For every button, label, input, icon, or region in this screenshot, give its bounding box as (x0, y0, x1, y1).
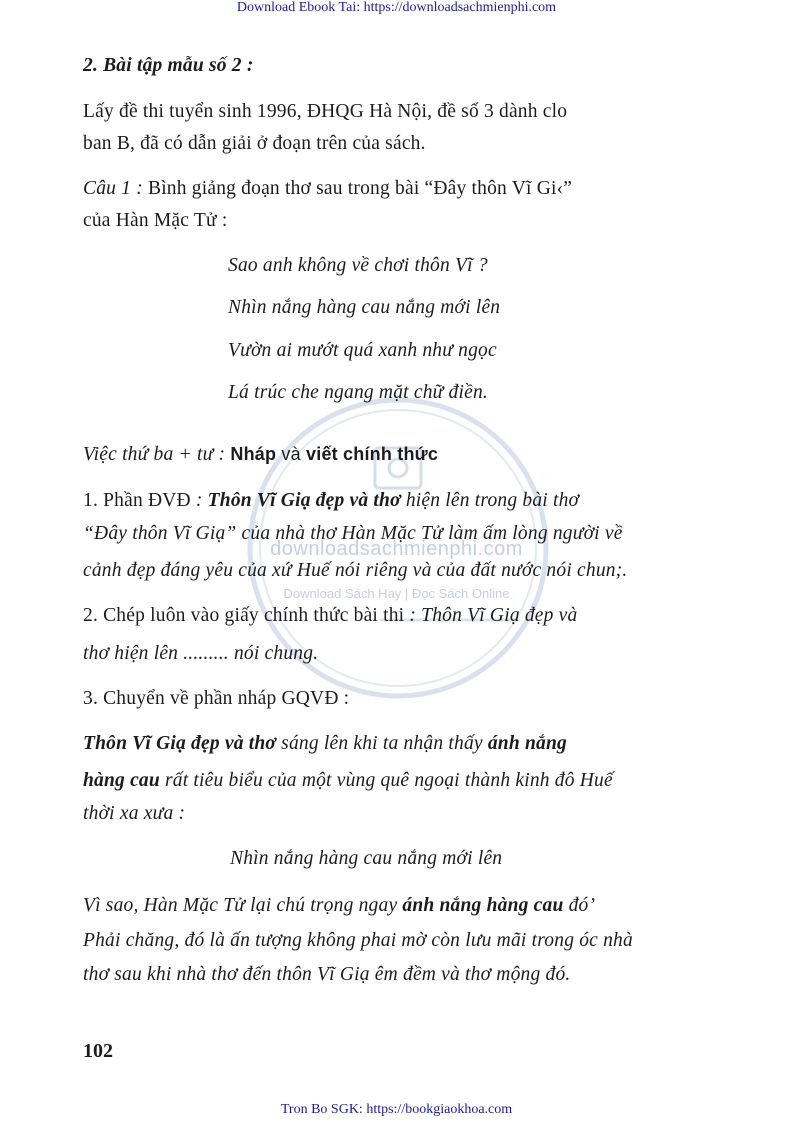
item1-line-1 (83, 490, 579, 512)
step-draft: Nháp (225, 444, 277, 464)
watermark-tagline: Download Sách Hay | Đọc Sách Online (283, 586, 510, 601)
item2-italic: : Thôn Vĩ Giạ đẹp và (404, 605, 578, 626)
poem-line-2: Nhìn nắng hàng cau nắng mới lên (228, 297, 501, 318)
step-heading (83, 444, 438, 466)
footer-link[interactable]: Tron Bo SGK: https://bookgiaokhoa.com (280, 1102, 513, 1117)
question-line-2: của Hàn Mặc Tử : (83, 210, 228, 231)
item1-line-2: “Đây thôn Vĩ Giạ” của nhà thơ Hàn Mặc Tử làm ấm lòng người về (83, 523, 623, 544)
watermark-site: downloadsachmienphi.com (270, 538, 523, 560)
poem-line-1: Sao anh không về chơi thôn Vĩ ? (228, 255, 488, 276)
para1-bold-1: Thôn Vĩ Giạ đẹp và thơ (83, 733, 277, 754)
intro-line-1: Lấy đề thi tuyển sinh 1996, ĐHQG Hà Nội, đề số 3 dành clo (83, 101, 568, 122)
item1-rest: hiện lên trong bài thơ (400, 490, 580, 511)
para1-text-2: rất tiêu biểu của một vùng quê ngoại thành kinh đô Huế (159, 770, 613, 791)
para2-text-1: Vì sao, Hàn Mặc Tử lại chú trọng ngay (83, 895, 403, 916)
item2-normal: 2. Chép luôn vào giấy chính thức bài thi (83, 605, 405, 626)
step-and: và (276, 444, 301, 464)
para1-bold-2: ánh nắng (487, 733, 567, 754)
para2-line-1 (83, 895, 595, 917)
para1-line-2 (83, 770, 613, 792)
quote-line: Nhìn nắng hàng cau nắng mới lên (230, 848, 503, 869)
para2-line-3: thơ sau khi nhà thơ đến thôn Vĩ Giạ êm đềm và thơ mộng đó. (83, 964, 571, 985)
item3: 3. Chuyển về phần nháp GQVĐ : (83, 688, 350, 709)
header-link[interactable]: Download Ebook Tai: https://downloadsachmienphi.com (236, 0, 557, 15)
step-italic: Việc thứ ba + tư : (83, 444, 226, 465)
para1-text-1: sáng lên khi ta nhận thấy (276, 733, 488, 754)
para2-text-2: đó’ (563, 895, 596, 916)
para1-line-1 (83, 733, 567, 755)
para2-line-2: Phải chăng, đó là ấn tượng không phai mờ còn lưu mãi trong óc nhà (83, 930, 633, 951)
question-text: Bình giảng đoạn thơ sau trong bài “Đây thôn Vĩ Gi‹” (142, 178, 573, 199)
item2-line-2: thơ hiện lên ......... nói chung. (83, 643, 319, 664)
item1-colon: : (190, 490, 208, 511)
para2-bold: ánh nắng hàng cau (402, 895, 564, 916)
section-title: 2. Bài tập mẫu số 2 : (83, 55, 254, 76)
item1-prefix: 1. Phần ĐVĐ (83, 490, 191, 511)
question-line-1 (83, 178, 572, 200)
item1-bold: Thôn Vĩ Giạ đẹp và thơ (207, 490, 401, 511)
poem-line-3: Vườn ai mướt quá xanh như ngọc (228, 340, 497, 361)
item2-line-1 (83, 605, 578, 627)
question-label: Câu 1 : (83, 178, 143, 199)
page-number: 102 (83, 1040, 113, 1062)
item1-line-3: cảnh đẹp đáng yêu của xứ Huế nói riêng và của đất nước nói chun;. (83, 560, 628, 581)
poem-line-4: Lá trúc che ngang mặt chữ điền. (228, 382, 489, 403)
para1-line-3: thời xa xưa : (83, 803, 186, 824)
intro-line-2: ban B, đã có dẫn giải ở đoạn trên của sách. (83, 133, 426, 154)
step-final: viết chính thức (300, 444, 439, 464)
para1-bold-3: hàng cau (83, 770, 160, 791)
